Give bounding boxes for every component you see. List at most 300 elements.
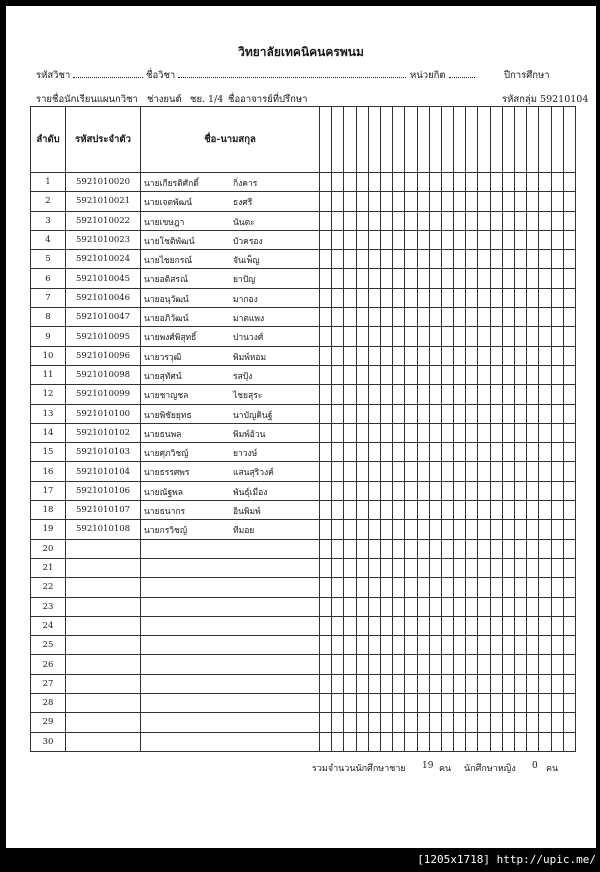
document-page	[6, 6, 596, 848]
attendance-cell	[466, 501, 478, 520]
attendance-cell	[320, 211, 332, 230]
attendance-cell	[441, 365, 453, 384]
attendance-cell	[563, 539, 575, 558]
attendance-cell	[380, 308, 392, 327]
table-row	[31, 230, 576, 249]
attendance-cell	[380, 173, 392, 192]
row-number: 6	[31, 269, 66, 288]
first-name: นายชาญชล	[144, 391, 189, 402]
attendance-cell	[417, 308, 429, 327]
attendance-cell	[380, 636, 392, 655]
attendance-cell	[380, 462, 392, 481]
attendance-cell	[417, 346, 429, 365]
table-row	[31, 713, 576, 732]
table-row	[31, 308, 576, 327]
student-name	[141, 655, 320, 674]
row-number: 7	[31, 288, 66, 307]
subject-code-blank	[73, 68, 143, 78]
attendance-cell	[429, 732, 441, 751]
attendance-cell	[478, 288, 490, 307]
attendance-cell	[466, 211, 478, 230]
attendance-cell	[320, 230, 332, 249]
row-number: 12	[31, 385, 66, 404]
attendance-cell	[515, 443, 527, 462]
attendance-cell	[368, 269, 380, 288]
attendance-cell	[332, 636, 344, 655]
student-name	[141, 713, 320, 732]
attendance-cell	[490, 578, 502, 597]
table-row	[31, 674, 576, 693]
attendance-cell	[551, 636, 563, 655]
attendance-cell	[551, 443, 563, 462]
attendance-cell	[490, 636, 502, 655]
attendance-cell	[515, 655, 527, 674]
attendance-cell	[320, 308, 332, 327]
student-name	[141, 269, 320, 288]
attendance-cell	[405, 520, 417, 539]
table-row	[31, 288, 576, 307]
row-number: 25	[31, 636, 66, 655]
attendance-cell	[393, 404, 405, 423]
attendance-cell	[539, 269, 551, 288]
last-name: มากอง	[233, 294, 258, 305]
last-name: พันธุ์เมือง	[233, 487, 268, 498]
attendance-cell	[320, 327, 332, 346]
attendance-cell	[344, 173, 356, 192]
student-id	[66, 694, 141, 713]
attendance-header-cell	[466, 107, 478, 173]
attendance-cell	[539, 694, 551, 713]
attendance-cell	[368, 539, 380, 558]
first-name: นายธนากร	[144, 507, 186, 518]
attendance-cell	[368, 674, 380, 693]
attendance-cell	[429, 481, 441, 500]
attendance-cell	[356, 616, 368, 635]
row-number: 23	[31, 597, 66, 616]
attendance-cell	[563, 732, 575, 751]
attendance-cell	[454, 539, 466, 558]
attendance-cell	[527, 443, 539, 462]
attendance-cell	[393, 211, 405, 230]
attendance-cell	[429, 250, 441, 269]
attendance-cell	[515, 713, 527, 732]
attendance-cell	[454, 674, 466, 693]
attendance-cell	[515, 674, 527, 693]
attendance-cell	[551, 674, 563, 693]
attendance-cell	[490, 713, 502, 732]
attendance-cell	[502, 192, 514, 211]
attendance-cell	[417, 732, 429, 751]
attendance-cell	[478, 597, 490, 616]
first-name: นายศุภวิชญ์	[144, 449, 189, 460]
attendance-cell	[405, 250, 417, 269]
attendance-cell	[527, 694, 539, 713]
attendance-cell	[344, 443, 356, 462]
attendance-header-cell	[429, 107, 441, 173]
first-name: นายไชยกรณ์	[144, 256, 193, 267]
attendance-cell	[405, 346, 417, 365]
attendance-cell	[429, 636, 441, 655]
attendance-cell	[429, 269, 441, 288]
attendance-cell	[527, 269, 539, 288]
student-id	[66, 732, 141, 751]
attendance-cell	[356, 404, 368, 423]
attendance-cell	[515, 694, 527, 713]
attendance-cell	[539, 423, 551, 442]
attendance-cell	[344, 365, 356, 384]
attendance-cell	[417, 578, 429, 597]
attendance-cell	[539, 404, 551, 423]
attendance-cell	[527, 211, 539, 230]
attendance-cell	[515, 308, 527, 327]
attendance-cell	[332, 674, 344, 693]
attendance-cell	[515, 365, 527, 384]
attendance-cell	[393, 616, 405, 635]
attendance-cell	[551, 655, 563, 674]
attendance-cell	[405, 713, 417, 732]
attendance-cell	[393, 250, 405, 269]
student-name	[141, 443, 320, 462]
attendance-cell	[539, 211, 551, 230]
attendance-cell	[515, 327, 527, 346]
attendance-cell	[478, 211, 490, 230]
attendance-cell	[539, 173, 551, 192]
attendance-cell	[368, 250, 380, 269]
attendance-cell	[466, 423, 478, 442]
attendance-cell	[405, 674, 417, 693]
attendance-cell	[478, 655, 490, 674]
attendance-cell	[478, 578, 490, 597]
first-name: นายธนพล	[144, 429, 182, 440]
female-count-label: นักศึกษาหญิง	[464, 764, 516, 774]
attendance-cell	[393, 269, 405, 288]
attendance-cell	[502, 269, 514, 288]
attendance-cell	[515, 288, 527, 307]
attendance-cell	[466, 308, 478, 327]
department: ช่างยนต์	[147, 94, 182, 105]
attendance-header-cell	[368, 107, 380, 173]
attendance-cell	[429, 308, 441, 327]
attendance-cell	[417, 558, 429, 577]
class-level: ชย. 1/4	[190, 94, 224, 105]
attendance-cell	[441, 539, 453, 558]
attendance-cell	[332, 558, 344, 577]
attendance-cell	[368, 462, 380, 481]
attendance-cell	[320, 655, 332, 674]
attendance-cell	[551, 346, 563, 365]
subject-code-label: รหัสวิชา	[36, 70, 71, 81]
attendance-cell	[478, 365, 490, 384]
attendance-header-cell	[539, 107, 551, 173]
row-number: 30	[31, 732, 66, 751]
attendance-cell	[563, 404, 575, 423]
attendance-cell	[502, 578, 514, 597]
student-id: 5921010098	[66, 365, 141, 384]
row-number: 18	[31, 501, 66, 520]
attendance-cell	[478, 404, 490, 423]
row-number: 26	[31, 655, 66, 674]
attendance-cell	[502, 365, 514, 384]
attendance-cell	[344, 713, 356, 732]
last-name: กิ่งคาร	[233, 179, 258, 189]
student-id	[66, 578, 141, 597]
attendance-cell	[466, 365, 478, 384]
attendance-cell	[393, 558, 405, 577]
attendance-cell	[429, 443, 441, 462]
first-name: นายกรวิชญ์	[144, 526, 188, 537]
student-name	[141, 520, 320, 539]
attendance-cell	[332, 520, 344, 539]
attendance-cell	[502, 501, 514, 520]
student-name	[141, 481, 320, 500]
row-number: 8	[31, 308, 66, 327]
first-name: นายพงศ์พิสุทธิ์	[144, 333, 197, 344]
attendance-cell	[417, 327, 429, 346]
last-name: นันตะ	[233, 217, 255, 228]
attendance-cell	[551, 520, 563, 539]
student-name	[141, 694, 320, 713]
table-row	[31, 655, 576, 674]
row-number: 11	[31, 365, 66, 384]
student-id	[66, 636, 141, 655]
attendance-cell	[466, 443, 478, 462]
attendance-cell	[551, 327, 563, 346]
attendance-cell	[417, 365, 429, 384]
male-count-label: รวมจำนวนนักศึกษาชาย	[312, 764, 406, 774]
first-name: นายธรรศพร	[144, 468, 190, 479]
student-name	[141, 462, 320, 481]
attendance-cell	[563, 385, 575, 404]
attendance-cell	[356, 674, 368, 693]
attendance-cell	[429, 539, 441, 558]
attendance-cell	[502, 655, 514, 674]
attendance-cell	[478, 732, 490, 751]
credit-field	[410, 68, 475, 83]
last-name: พิมพ์อ้วน	[233, 429, 266, 440]
attendance-cell	[563, 173, 575, 192]
attendance-cell	[490, 443, 502, 462]
student-id	[66, 713, 141, 732]
attendance-cell	[356, 732, 368, 751]
row-number: 16	[31, 462, 66, 481]
attendance-cell	[490, 539, 502, 558]
attendance-cell	[356, 462, 368, 481]
attendance-cell	[344, 230, 356, 249]
subject-code-field	[36, 68, 143, 83]
attendance-cell	[380, 365, 392, 384]
attendance-cell	[393, 713, 405, 732]
attendance-cell	[368, 423, 380, 442]
attendance-cell	[551, 365, 563, 384]
attendance-cell	[441, 346, 453, 365]
attendance-cell	[393, 346, 405, 365]
attendance-cell	[405, 501, 417, 520]
attendance-cell	[320, 462, 332, 481]
attendance-cell	[454, 694, 466, 713]
attendance-cell	[405, 694, 417, 713]
first-name: นายเขษฎา	[144, 217, 185, 228]
attendance-cell	[515, 462, 527, 481]
attendance-cell	[563, 520, 575, 539]
attendance-cell	[441, 173, 453, 192]
attendance-cell	[417, 404, 429, 423]
attendance-cell	[320, 288, 332, 307]
attendance-cell	[454, 578, 466, 597]
student-id: 5921010096	[66, 346, 141, 365]
row-number: 29	[31, 713, 66, 732]
attendance-cell	[380, 404, 392, 423]
attendance-cell	[320, 520, 332, 539]
attendance-cell	[563, 713, 575, 732]
attendance-cell	[441, 230, 453, 249]
attendance-cell	[441, 655, 453, 674]
attendance-cell	[356, 578, 368, 597]
last-name: ปานวงศ์	[233, 333, 264, 344]
attendance-cell	[515, 250, 527, 269]
attendance-cell	[320, 481, 332, 500]
attendance-cell	[539, 385, 551, 404]
attendance-cell	[380, 481, 392, 500]
attendance-cell	[539, 481, 551, 500]
attendance-cell	[393, 674, 405, 693]
attendance-cell	[441, 211, 453, 230]
student-id	[66, 616, 141, 635]
attendance-cell	[429, 501, 441, 520]
last-name: แสนสุริวงค์	[233, 468, 274, 479]
student-id: 5921010099	[66, 385, 141, 404]
attendance-cell	[466, 385, 478, 404]
attendance-cell	[527, 539, 539, 558]
attendance-cell	[332, 713, 344, 732]
student-name	[141, 674, 320, 693]
attendance-header-cell	[380, 107, 392, 173]
attendance-cell	[539, 308, 551, 327]
attendance-cell	[563, 443, 575, 462]
table-row	[31, 423, 576, 442]
attendance-cell	[429, 578, 441, 597]
male-count: 19	[422, 761, 434, 771]
attendance-cell	[563, 192, 575, 211]
attendance-cell	[563, 308, 575, 327]
attendance-cell	[454, 597, 466, 616]
attendance-cell	[490, 501, 502, 520]
attendance-cell	[454, 173, 466, 192]
row-number: 2	[31, 192, 66, 211]
attendance-cell	[478, 520, 490, 539]
student-name	[141, 288, 320, 307]
attendance-cell	[454, 288, 466, 307]
attendance-cell	[539, 230, 551, 249]
attendance-cell	[332, 616, 344, 635]
attendance-cell	[527, 481, 539, 500]
attendance-cell	[393, 655, 405, 674]
attendance-cell	[502, 404, 514, 423]
attendance-cell	[332, 578, 344, 597]
attendance-cell	[356, 385, 368, 404]
attendance-cell	[380, 539, 392, 558]
attendance-cell	[429, 616, 441, 635]
attendance-cell	[527, 192, 539, 211]
first-name: นายอนุวัฒน์	[144, 294, 189, 305]
attendance-cell	[454, 655, 466, 674]
attendance-cell	[527, 713, 539, 732]
attendance-cell	[368, 385, 380, 404]
attendance-cell	[417, 501, 429, 520]
row-number: 19	[31, 520, 66, 539]
attendance-cell	[527, 732, 539, 751]
attendance-cell	[405, 481, 417, 500]
student-name	[141, 636, 320, 655]
attendance-header-cell	[405, 107, 417, 173]
attendance-cell	[380, 501, 392, 520]
attendance-cell	[356, 481, 368, 500]
attendance-cell	[490, 173, 502, 192]
attendance-cell	[405, 443, 417, 462]
table-row	[31, 250, 576, 269]
attendance-cell	[478, 481, 490, 500]
attendance-cell	[405, 327, 417, 346]
attendance-cell	[320, 616, 332, 635]
attendance-cell	[441, 250, 453, 269]
attendance-cell	[393, 327, 405, 346]
attendance-cell	[454, 713, 466, 732]
student-id: 5921010046	[66, 288, 141, 307]
attendance-cell	[405, 211, 417, 230]
subject-name-blank	[178, 68, 406, 78]
attendance-cell	[454, 404, 466, 423]
first-name: นายสุทัศน์	[144, 371, 182, 382]
attendance-cell	[515, 558, 527, 577]
attendance-cell	[332, 404, 344, 423]
attendance-cell	[368, 346, 380, 365]
table-row	[31, 616, 576, 635]
table-row	[31, 346, 576, 365]
attendance-cell	[490, 250, 502, 269]
attendance-cell	[368, 230, 380, 249]
attendance-cell	[502, 520, 514, 539]
row-number: 27	[31, 674, 66, 693]
row-number: 15	[31, 443, 66, 462]
attendance-cell	[515, 423, 527, 442]
student-id: 5921010104	[66, 462, 141, 481]
attendance-cell	[563, 597, 575, 616]
attendance-cell	[368, 732, 380, 751]
attendance-cell	[332, 481, 344, 500]
subject-name-label: ชื่อวิชา	[146, 70, 176, 81]
attendance-cell	[405, 462, 417, 481]
last-name: ธงศรี	[233, 198, 253, 209]
row-number: 17	[31, 481, 66, 500]
attendance-cell	[393, 501, 405, 520]
student-name	[141, 423, 320, 442]
attendance-cell	[539, 558, 551, 577]
attendance-cell	[344, 250, 356, 269]
table-row	[31, 578, 576, 597]
attendance-cell	[454, 211, 466, 230]
attendance-cell	[320, 636, 332, 655]
first-name: นายอติสรณ์	[144, 275, 188, 286]
attendance-cell	[539, 443, 551, 462]
credit-label: หน่วยกิต	[410, 70, 446, 81]
attendance-cell	[417, 423, 429, 442]
attendance-cell	[441, 327, 453, 346]
table-row	[31, 404, 576, 423]
attendance-cell	[417, 636, 429, 655]
last-name: ไชยสุระ	[233, 391, 263, 402]
attendance-cell	[380, 230, 392, 249]
attendance-cell	[405, 539, 417, 558]
attendance-cell	[454, 250, 466, 269]
